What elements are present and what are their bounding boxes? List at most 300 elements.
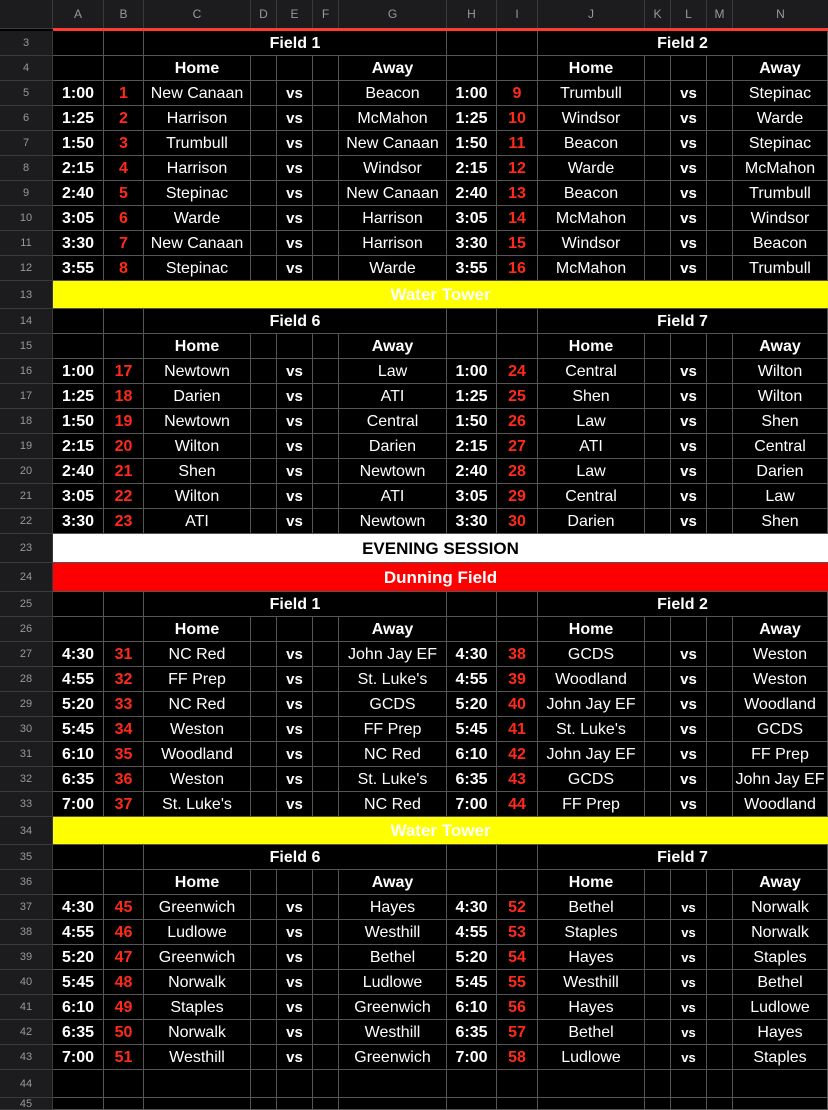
row-header[interactable]: 38 [0,920,53,945]
cell-empty[interactable] [707,767,733,792]
cell-empty[interactable] [645,945,671,970]
game-number[interactable]: 58 [497,1045,538,1070]
game-time[interactable]: 2:40 [447,459,497,484]
cell-empty[interactable] [645,256,671,281]
game-number[interactable]: 49 [104,995,144,1020]
vs-label[interactable]: vs [277,459,313,484]
cell-empty[interactable] [707,692,733,717]
game-time[interactable]: 7:00 [447,792,497,817]
game-time[interactable]: 7:00 [53,1045,104,1070]
vs-label[interactable]: vs [277,81,313,106]
col-header-j[interactable]: J [538,0,645,28]
cell-empty[interactable] [313,1070,339,1098]
home-team[interactable]: Newtown [144,359,251,384]
away-header[interactable]: Away [339,56,447,81]
game-time[interactable]: 3:30 [53,509,104,534]
cell-empty[interactable] [671,1098,707,1110]
game-number[interactable]: 38 [497,642,538,667]
cell-empty[interactable] [707,920,733,945]
row-header[interactable]: 13 [0,281,53,309]
game-number[interactable]: 54 [497,945,538,970]
game-time[interactable]: 1:00 [53,81,104,106]
away-team[interactable]: Staples [733,1045,828,1070]
away-team[interactable]: St. Luke's [339,667,447,692]
col-header-m[interactable]: M [707,0,733,28]
home-team[interactable]: McMahon [538,206,645,231]
cell-empty[interactable] [339,1098,447,1110]
game-time[interactable]: 3:55 [53,256,104,281]
vs-label[interactable]: vs [671,767,707,792]
row-header[interactable]: 28 [0,667,53,692]
cell-empty[interactable] [313,181,339,206]
row-header[interactable]: 29 [0,692,53,717]
vs-label[interactable]: vs [671,1020,707,1045]
home-team[interactable]: FF Prep [144,667,251,692]
game-number[interactable]: 4 [104,156,144,181]
cell-empty[interactable] [707,509,733,534]
cell-empty[interactable] [251,945,277,970]
home-team[interactable]: Trumbull [538,81,645,106]
game-time[interactable]: 5:20 [53,692,104,717]
venue-banner[interactable]: Dunning Field [53,563,828,592]
cell-empty[interactable] [251,970,277,995]
cell-empty[interactable] [104,845,144,870]
home-team[interactable]: Windsor [538,231,645,256]
row-header[interactable]: 21 [0,484,53,509]
game-time[interactable]: 5:45 [53,717,104,742]
away-team[interactable]: GCDS [339,692,447,717]
cell-empty[interactable] [251,1098,277,1110]
game-number[interactable]: 42 [497,742,538,767]
home-header[interactable]: Home [144,56,251,81]
away-team[interactable]: Shen [733,409,828,434]
home-team[interactable]: Bethel [538,895,645,920]
row-header[interactable]: 25 [0,592,53,617]
row-header[interactable]: 41 [0,995,53,1020]
cell-empty[interactable] [53,870,104,895]
cell-empty[interactable] [645,231,671,256]
home-team[interactable]: Hayes [538,945,645,970]
away-team[interactable]: NC Red [339,742,447,767]
home-team[interactable]: Woodland [538,667,645,692]
vs-label[interactable]: vs [277,384,313,409]
cell-empty[interactable] [313,459,339,484]
vs-label[interactable]: vs [277,792,313,817]
cell-empty[interactable] [251,995,277,1020]
away-team[interactable]: Central [339,409,447,434]
game-number[interactable]: 9 [497,81,538,106]
col-header-k[interactable]: K [645,0,671,28]
game-time[interactable]: 5:45 [447,970,497,995]
row-header[interactable]: 10 [0,206,53,231]
cell-empty[interactable] [251,384,277,409]
cell-empty[interactable] [313,359,339,384]
cell-empty[interactable] [707,106,733,131]
game-time[interactable]: 6:35 [447,1020,497,1045]
away-team[interactable]: Harrison [339,206,447,231]
cell-empty[interactable] [251,231,277,256]
home-team[interactable]: Greenwich [144,895,251,920]
row-header[interactable]: 14 [0,309,53,334]
game-time[interactable]: 1:25 [53,106,104,131]
cell-empty[interactable] [707,206,733,231]
home-team[interactable]: Ludlowe [538,1045,645,1070]
away-team[interactable]: John Jay EF [733,767,828,792]
vs-label[interactable]: vs [671,384,707,409]
cell-empty[interactable] [707,895,733,920]
game-number[interactable]: 1 [104,81,144,106]
cell-empty[interactable] [251,459,277,484]
row-header[interactable]: 8 [0,156,53,181]
cell-empty[interactable] [645,409,671,434]
row-header[interactable]: 5 [0,81,53,106]
row-header[interactable]: 37 [0,895,53,920]
cell-empty[interactable] [707,384,733,409]
home-header[interactable]: Home [144,617,251,642]
away-team[interactable]: New Canaan [339,131,447,156]
cell-empty[interactable] [645,742,671,767]
cell-empty[interactable] [497,56,538,81]
vs-label[interactable]: vs [277,667,313,692]
home-team[interactable]: Staples [538,920,645,945]
cell-empty[interactable] [104,334,144,359]
cell-empty[interactable] [104,1098,144,1110]
vs-label[interactable]: vs [277,131,313,156]
game-number[interactable]: 34 [104,717,144,742]
cell-empty[interactable] [645,642,671,667]
cell-empty[interactable] [497,1098,538,1110]
field-name-right[interactable]: Field 7 [538,309,828,334]
cell-empty[interactable] [707,56,733,81]
home-header[interactable]: Home [538,56,645,81]
game-number[interactable]: 37 [104,792,144,817]
game-time[interactable]: 3:30 [447,509,497,534]
cell-empty[interactable] [251,156,277,181]
cell-empty[interactable] [707,642,733,667]
cell-empty[interactable] [497,870,538,895]
vs-label[interactable]: vs [671,995,707,1020]
away-team[interactable]: Greenwich [339,1045,447,1070]
vs-label[interactable]: vs [671,206,707,231]
game-number[interactable]: 44 [497,792,538,817]
away-team[interactable]: FF Prep [733,742,828,767]
game-time[interactable]: 3:30 [53,231,104,256]
away-header[interactable]: Away [733,56,828,81]
vs-label[interactable]: vs [671,895,707,920]
home-team[interactable]: Shen [144,459,251,484]
row-header[interactable]: 30 [0,717,53,742]
row-header[interactable]: 9 [0,181,53,206]
away-team[interactable]: Ludlowe [339,970,447,995]
cell-empty[interactable] [645,1020,671,1045]
vs-label[interactable]: vs [671,509,707,534]
cell-empty[interactable] [313,106,339,131]
cell-empty[interactable] [277,1070,313,1098]
game-number[interactable]: 16 [497,256,538,281]
cell-empty[interactable] [313,945,339,970]
game-time[interactable]: 2:40 [447,181,497,206]
cell-empty[interactable] [104,309,144,334]
cell-empty[interactable] [645,667,671,692]
game-number[interactable]: 56 [497,995,538,1020]
cell-empty[interactable] [447,592,497,617]
home-team[interactable]: Windsor [538,106,645,131]
game-time[interactable]: 2:15 [53,156,104,181]
away-team[interactable]: Ludlowe [733,995,828,1020]
home-header[interactable]: Home [538,617,645,642]
cell-empty[interactable] [313,434,339,459]
cell-empty[interactable] [251,667,277,692]
game-time[interactable]: 2:40 [53,459,104,484]
cell-empty[interactable] [251,56,277,81]
home-team[interactable]: McMahon [538,256,645,281]
cell-empty[interactable] [707,995,733,1020]
game-time[interactable]: 7:00 [447,1045,497,1070]
cell-empty[interactable] [447,31,497,56]
vs-label[interactable]: vs [671,409,707,434]
cell-empty[interactable] [645,1098,671,1110]
vs-label[interactable]: vs [671,1045,707,1070]
home-team[interactable]: St. Luke's [538,717,645,742]
game-time[interactable]: 6:10 [53,742,104,767]
home-team[interactable]: Harrison [144,156,251,181]
game-number[interactable]: 52 [497,895,538,920]
cell-empty[interactable] [447,309,497,334]
vs-label[interactable]: vs [277,895,313,920]
cell-empty[interactable] [707,181,733,206]
cell-empty[interactable] [313,409,339,434]
vs-label[interactable]: vs [277,742,313,767]
away-team[interactable]: Westhill [339,1020,447,1045]
vs-label[interactable]: vs [671,667,707,692]
game-time[interactable]: 4:55 [447,920,497,945]
away-team[interactable]: John Jay EF [339,642,447,667]
col-header-g[interactable]: G [339,0,447,28]
row-header[interactable]: 24 [0,563,53,592]
home-team[interactable]: John Jay EF [538,742,645,767]
vs-label[interactable]: vs [671,692,707,717]
cell-empty[interactable] [104,870,144,895]
cell-empty[interactable] [277,1098,313,1110]
cell-empty[interactable] [53,31,104,56]
field-name-right[interactable]: Field 7 [538,845,828,870]
home-team[interactable]: Wilton [144,434,251,459]
away-team[interactable]: Windsor [733,206,828,231]
game-time[interactable]: 1:00 [447,81,497,106]
game-time[interactable]: 4:30 [53,642,104,667]
away-team[interactable]: Beacon [733,231,828,256]
away-team[interactable]: Stepinac [733,81,828,106]
cell-empty[interactable] [313,1020,339,1045]
cell-empty[interactable] [251,181,277,206]
game-time[interactable]: 5:20 [447,692,497,717]
vs-label[interactable]: vs [277,156,313,181]
game-time[interactable]: 6:35 [447,767,497,792]
cell-empty[interactable] [251,206,277,231]
game-number[interactable]: 40 [497,692,538,717]
cell-empty[interactable] [707,617,733,642]
away-team[interactable]: Greenwich [339,995,447,1020]
cell-empty[interactable] [497,309,538,334]
cell-empty[interactable] [645,792,671,817]
game-number[interactable]: 20 [104,434,144,459]
vs-label[interactable]: vs [277,231,313,256]
away-team[interactable]: Warde [339,256,447,281]
game-time[interactable]: 1:25 [447,384,497,409]
cell-empty[interactable] [645,334,671,359]
cell-empty[interactable] [707,1098,733,1110]
cell-empty[interactable] [104,56,144,81]
cell-empty[interactable] [707,484,733,509]
cell-empty[interactable] [313,667,339,692]
vs-label[interactable]: vs [671,256,707,281]
cell-empty[interactable] [251,359,277,384]
away-team[interactable]: GCDS [733,717,828,742]
game-time[interactable]: 7:00 [53,792,104,817]
game-number[interactable]: 21 [104,459,144,484]
vs-label[interactable]: vs [671,642,707,667]
game-time[interactable]: 3:05 [53,206,104,231]
vs-label[interactable]: vs [671,920,707,945]
game-time[interactable]: 5:45 [53,970,104,995]
away-team[interactable]: Beacon [339,81,447,106]
away-team[interactable]: Darien [339,434,447,459]
away-team[interactable]: Law [339,359,447,384]
cell-empty[interactable] [251,256,277,281]
venue-banner[interactable]: Water Tower [53,281,828,309]
home-team[interactable]: Beacon [538,131,645,156]
game-number[interactable]: 22 [104,484,144,509]
game-time[interactable]: 1:25 [447,106,497,131]
vs-label[interactable]: vs [277,767,313,792]
home-team[interactable]: Newtown [144,409,251,434]
row-header[interactable]: 19 [0,434,53,459]
cell-empty[interactable] [251,434,277,459]
game-number[interactable]: 33 [104,692,144,717]
vs-label[interactable]: vs [671,484,707,509]
cell-empty[interactable] [447,1098,497,1110]
cell-empty[interactable] [645,970,671,995]
away-team[interactable]: Weston [733,642,828,667]
game-number[interactable]: 15 [497,231,538,256]
cell-empty[interactable] [251,1045,277,1070]
game-time[interactable]: 6:10 [447,742,497,767]
home-team[interactable]: Stepinac [144,256,251,281]
vs-label[interactable]: vs [277,970,313,995]
row-header[interactable]: 45 [0,1098,53,1110]
col-header-a[interactable]: A [53,0,104,28]
cell-empty[interactable] [707,1045,733,1070]
field-name-right[interactable]: Field 2 [538,592,828,617]
cell-empty[interactable] [497,31,538,56]
away-team[interactable]: Trumbull [733,256,828,281]
cell-empty[interactable] [645,181,671,206]
cell-empty[interactable] [645,206,671,231]
cell-empty[interactable] [645,434,671,459]
away-team[interactable]: NC Red [339,792,447,817]
vs-label[interactable]: vs [671,717,707,742]
cell-empty[interactable] [497,845,538,870]
away-team[interactable]: Wilton [733,384,828,409]
vs-label[interactable]: vs [671,231,707,256]
cell-empty[interactable] [707,870,733,895]
select-all-corner[interactable] [0,0,53,28]
game-number[interactable]: 32 [104,667,144,692]
row-header[interactable]: 12 [0,256,53,281]
cell-empty[interactable] [251,767,277,792]
vs-label[interactable]: vs [671,181,707,206]
vs-label[interactable]: vs [277,692,313,717]
cell-empty[interactable] [251,642,277,667]
cell-empty[interactable] [313,231,339,256]
away-team[interactable]: Hayes [733,1020,828,1045]
away-header[interactable]: Away [339,617,447,642]
game-number[interactable]: 36 [104,767,144,792]
home-team[interactable]: Warde [144,206,251,231]
cell-empty[interactable] [645,359,671,384]
vs-label[interactable]: vs [277,920,313,945]
cell-empty[interactable] [53,592,104,617]
game-number[interactable]: 14 [497,206,538,231]
game-number[interactable]: 17 [104,359,144,384]
cell-empty[interactable] [313,256,339,281]
game-number[interactable]: 13 [497,181,538,206]
field-name-right[interactable]: Field 2 [538,31,828,56]
cell-empty[interactable] [313,384,339,409]
cell-empty[interactable] [645,1045,671,1070]
cell-empty[interactable] [313,206,339,231]
away-team[interactable]: Windsor [339,156,447,181]
cell-empty[interactable] [645,384,671,409]
home-team[interactable]: NC Red [144,692,251,717]
game-time[interactable]: 6:35 [53,767,104,792]
home-team[interactable]: Stepinac [144,181,251,206]
cell-empty[interactable] [313,484,339,509]
cell-empty[interactable] [707,945,733,970]
game-number[interactable]: 23 [104,509,144,534]
game-number[interactable]: 24 [497,359,538,384]
cell-empty[interactable] [251,792,277,817]
away-team[interactable]: Darien [733,459,828,484]
cell-empty[interactable] [313,1098,339,1110]
cell-empty[interactable] [645,156,671,181]
home-team[interactable]: Hayes [538,995,645,1020]
game-number[interactable]: 57 [497,1020,538,1045]
home-team[interactable]: ATI [144,509,251,534]
home-team[interactable]: ATI [538,434,645,459]
cell-empty[interactable] [313,970,339,995]
field-name-left[interactable]: Field 1 [144,31,447,56]
cell-empty[interactable] [645,106,671,131]
game-time[interactable]: 2:15 [447,156,497,181]
home-team[interactable]: Bethel [538,1020,645,1045]
game-number[interactable]: 48 [104,970,144,995]
field-name-left[interactable]: Field 6 [144,309,447,334]
col-header-i[interactable]: I [497,0,538,28]
away-team[interactable]: Bethel [339,945,447,970]
game-time[interactable]: 1:25 [53,384,104,409]
cell-empty[interactable] [707,256,733,281]
home-team[interactable]: FF Prep [538,792,645,817]
cell-empty[interactable] [447,870,497,895]
cell-empty[interactable] [251,334,277,359]
cell-empty[interactable] [104,592,144,617]
cell-empty[interactable] [53,334,104,359]
cell-empty[interactable] [645,870,671,895]
away-team[interactable]: Bethel [733,970,828,995]
cell-empty[interactable] [313,642,339,667]
game-number[interactable]: 8 [104,256,144,281]
